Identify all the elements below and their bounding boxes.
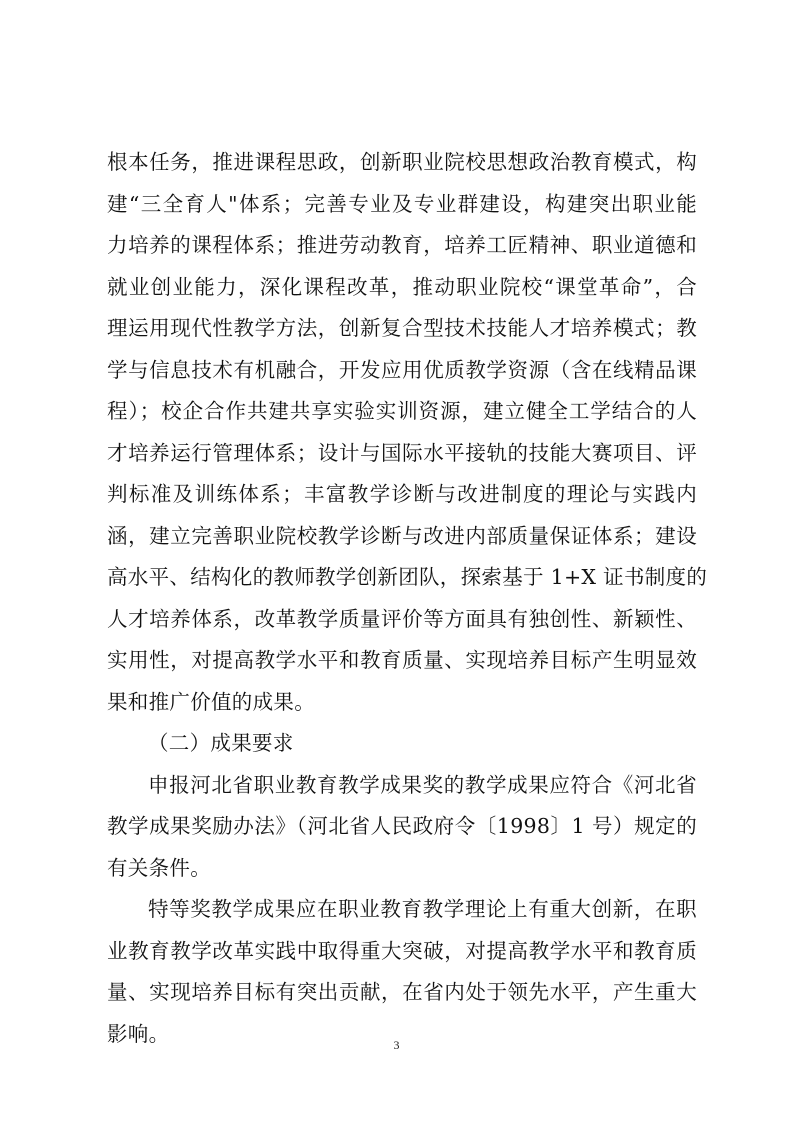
paragraph-2-line: 教学成果奖励办法》（河北省人民政府令〔1998〕1 号）规定的: [107, 814, 697, 838]
paragraph-1-line: 就业创业能力，深化课程改革，推动职业院校“课堂革命”，合: [107, 275, 697, 299]
paragraph-1-line: 涵，建立完善职业院校教学诊断与改进内部质量保证体系；建设: [107, 524, 697, 548]
paragraph-1-line: 根本任务，推进课程思政，创新职业院校思想政治教育模式，构: [107, 150, 697, 174]
section-heading: （二）成果要求: [148, 731, 294, 755]
paragraph-1-line: 判标准及训练体系；丰富教学诊断与改进制度的理论与实践内: [107, 482, 697, 506]
paragraph-1-line: 理运用现代性教学方法，创新复合型技术技能人才培养模式；教: [107, 316, 697, 340]
paragraph-2-line: 有关条件。: [107, 856, 211, 880]
paragraph-1-line: 人才培养体系，改革教学质量评价等方面具有独创性、新颖性、: [107, 607, 697, 631]
paragraph-3-line: 影响。: [107, 1022, 170, 1046]
paragraph-1-line: 高水平、结构化的教师教学创新团队，探索基于 1+X 证书制度的: [107, 565, 708, 589]
paragraph-1-line: 学与信息技术有机融合，开发应用优质教学资源（含在线精品课: [107, 358, 697, 382]
paragraph-1-line: 才培养运行管理体系；设计与国际水平接轨的技能大赛项目、评: [107, 441, 697, 465]
paragraph-1-line: 力培养的课程体系；推进劳动教育，培养工匠精神、职业道德和: [107, 233, 697, 257]
paragraph-2-line: 申报河北省职业教育教学成果奖的教学成果应符合《河北省: [148, 773, 697, 797]
paragraph-3-line: 特等奖教学成果应在职业教育教学理论上有重大创新，在职: [148, 897, 697, 921]
paragraph-1-line: 实用性，对提高教学水平和教育质量、实现培养目标产生明显效: [107, 648, 697, 672]
paragraph-1-line: 程）；校企合作共建共享实验实训资源，建立健全工学结合的人: [107, 399, 697, 423]
paragraph-3-line: 业教育教学改革实践中取得重大突破，对提高教学水平和教育质: [107, 939, 697, 963]
paragraph-1-line: 果和推广价值的成果。: [107, 690, 315, 714]
paragraph-3-line: 量、实现培养目标有突出贡献，在省内处于领先水平，产生重大: [107, 980, 697, 1004]
paragraph-1-line: 建“三全育人"体系；完善专业及专业群建设，构建突出职业能: [107, 192, 697, 216]
page-number: 3: [393, 1038, 400, 1052]
